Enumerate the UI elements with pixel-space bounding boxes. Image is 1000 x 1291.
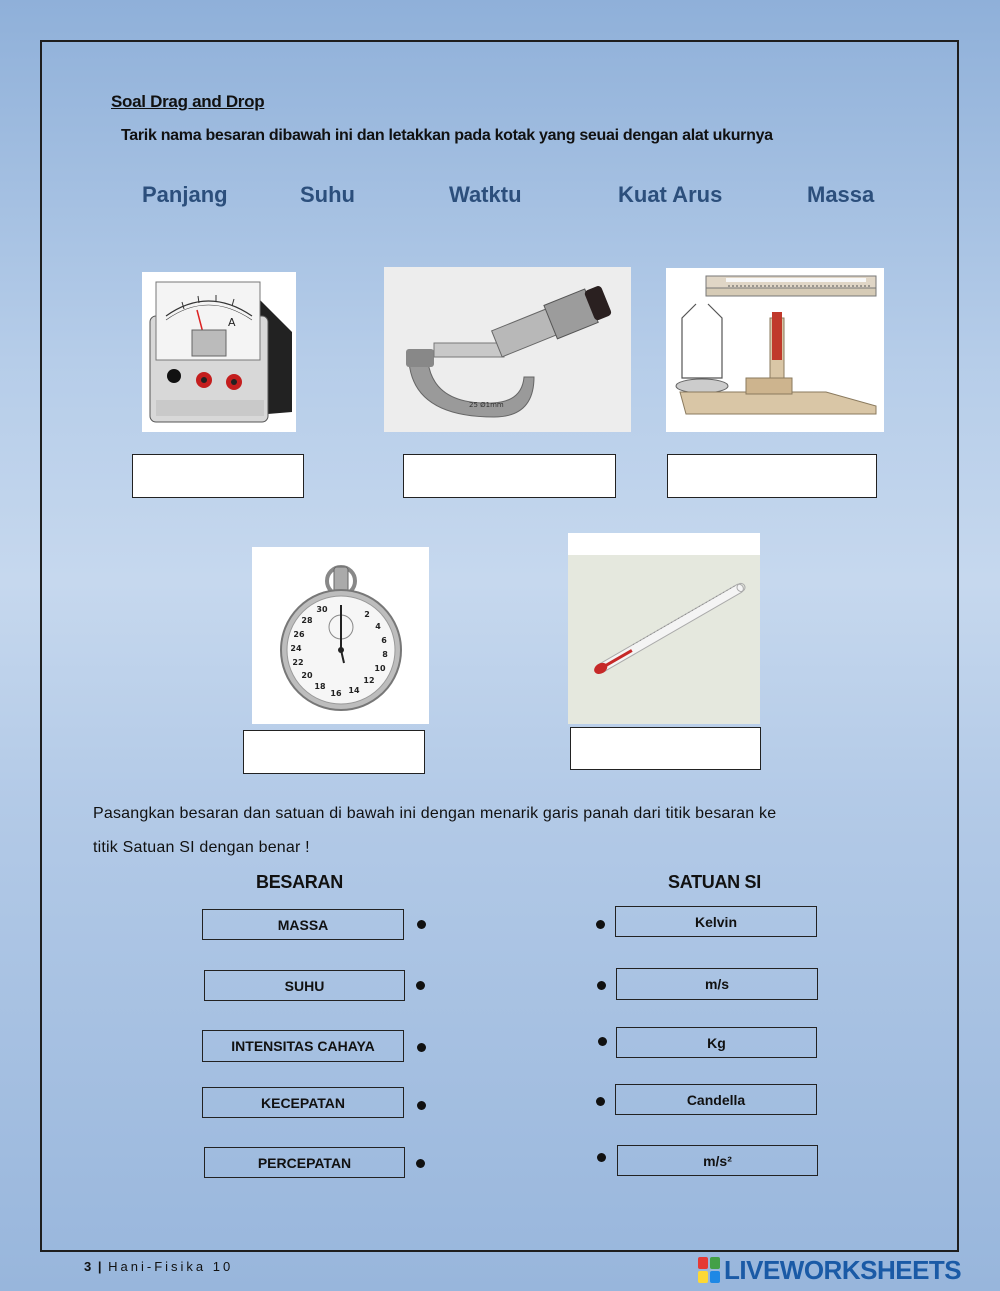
- drop-box-balance[interactable]: [667, 454, 877, 498]
- stopwatch-number: 8: [382, 650, 388, 659]
- besaran-dot-kecepatan[interactable]: [417, 1101, 426, 1110]
- besaran-dot-intensitas-cahaya[interactable]: [417, 1043, 426, 1052]
- besaran-item-kecepatan[interactable]: KECEPATAN: [202, 1087, 404, 1118]
- stopwatch-number: 30: [316, 605, 328, 614]
- micrometer-engraving: 25 Ø1mm: [469, 401, 504, 409]
- drag-option-suhu[interactable]: Suhu: [300, 182, 355, 207]
- micrometer-image: [384, 267, 631, 432]
- worksheet-frame: [40, 40, 959, 1252]
- stopwatch-number: 6: [381, 636, 387, 645]
- stopwatch-number: 12: [363, 676, 375, 685]
- stopwatch-image: [252, 547, 429, 724]
- stopwatch-number: 14: [348, 686, 360, 695]
- liveworksheets-logo: [698, 1254, 961, 1286]
- stopwatch-number: 16: [330, 689, 342, 698]
- besaran-dot-suhu[interactable]: [416, 981, 425, 990]
- satuan-item-m-per-s[interactable]: m/s: [616, 968, 818, 1000]
- thermometer-image: [568, 533, 760, 724]
- satuan-dot-m-per-s[interactable]: [597, 981, 606, 990]
- ammeter-image: [142, 272, 296, 432]
- footer-author: Hani-Fisika 10: [108, 1259, 234, 1274]
- stopwatch-number: 4: [375, 622, 381, 631]
- satuan-item-m-per-s2[interactable]: m/s²: [617, 1145, 818, 1176]
- stopwatch-number: 24: [290, 644, 302, 653]
- drop-box-micrometer[interactable]: [403, 454, 616, 498]
- stopwatch-number: 26: [293, 630, 305, 639]
- satuan-dot-kg[interactable]: [598, 1037, 607, 1046]
- liveworksheets-logo-icon: [698, 1257, 720, 1283]
- liveworksheets-logo-text: LIVEWORKSHEETS: [724, 1254, 962, 1285]
- satuan-header: SATUAN SI: [668, 872, 761, 892]
- stopwatch-number: 18: [314, 682, 326, 691]
- page-footer: [84, 1259, 233, 1274]
- drag-option-waktu[interactable]: Watktu: [449, 182, 522, 207]
- stopwatch-number: 28: [301, 616, 313, 625]
- satuan-item-kelvin[interactable]: Kelvin: [615, 906, 817, 937]
- drag-option-kuat-arus[interactable]: Kuat Arus: [618, 182, 723, 207]
- worksheet-heading: Soal Drag and Drop: [111, 92, 265, 111]
- satuan-dot-candella[interactable]: [596, 1097, 605, 1106]
- stopwatch-number: 22: [292, 658, 304, 667]
- drag-instruction: Tarik nama besaran dibawah ini dan letakkan pada kotak yang seuai dengan alat ukurnya: [121, 127, 773, 144]
- drop-box-ammeter[interactable]: [132, 454, 304, 498]
- besaran-dot-massa[interactable]: [417, 920, 426, 929]
- ammeter-scale-letter: A: [228, 316, 236, 329]
- satuan-item-candella[interactable]: Candella: [615, 1084, 817, 1115]
- satuan-dot-m-per-s2[interactable]: [597, 1153, 606, 1162]
- stopwatch-number: 2: [364, 610, 370, 619]
- drag-option-massa[interactable]: Massa: [807, 182, 875, 207]
- drag-option-panjang[interactable]: Panjang: [142, 182, 228, 207]
- page-number: 3: [84, 1259, 92, 1274]
- matching-instruction-line2: titik Satuan SI dengan benar !: [93, 839, 310, 856]
- drop-box-stopwatch[interactable]: [243, 730, 425, 774]
- stopwatch-number: 20: [301, 671, 313, 680]
- satuan-item-kg[interactable]: Kg: [616, 1027, 817, 1058]
- besaran-dot-percepatan[interactable]: [416, 1159, 425, 1168]
- besaran-item-suhu[interactable]: SUHU: [204, 970, 405, 1001]
- besaran-header: BESARAN: [256, 872, 343, 892]
- drop-box-thermometer[interactable]: [570, 727, 761, 770]
- besaran-item-intensitas-cahaya[interactable]: INTENSITAS CAHAYA: [202, 1030, 404, 1062]
- besaran-item-massa[interactable]: MASSA: [202, 909, 404, 940]
- footer-separator: |: [97, 1259, 102, 1274]
- satuan-dot-kelvin[interactable]: [596, 920, 605, 929]
- triple-beam-balance-image: [666, 268, 884, 432]
- stopwatch-number: 10: [374, 664, 386, 673]
- matching-instruction-line1: Pasangkan besaran dan satuan di bawah ini dengan menarik garis panah dari titik besaran ke: [93, 805, 777, 822]
- besaran-item-percepatan[interactable]: PERCEPATAN: [204, 1147, 405, 1178]
